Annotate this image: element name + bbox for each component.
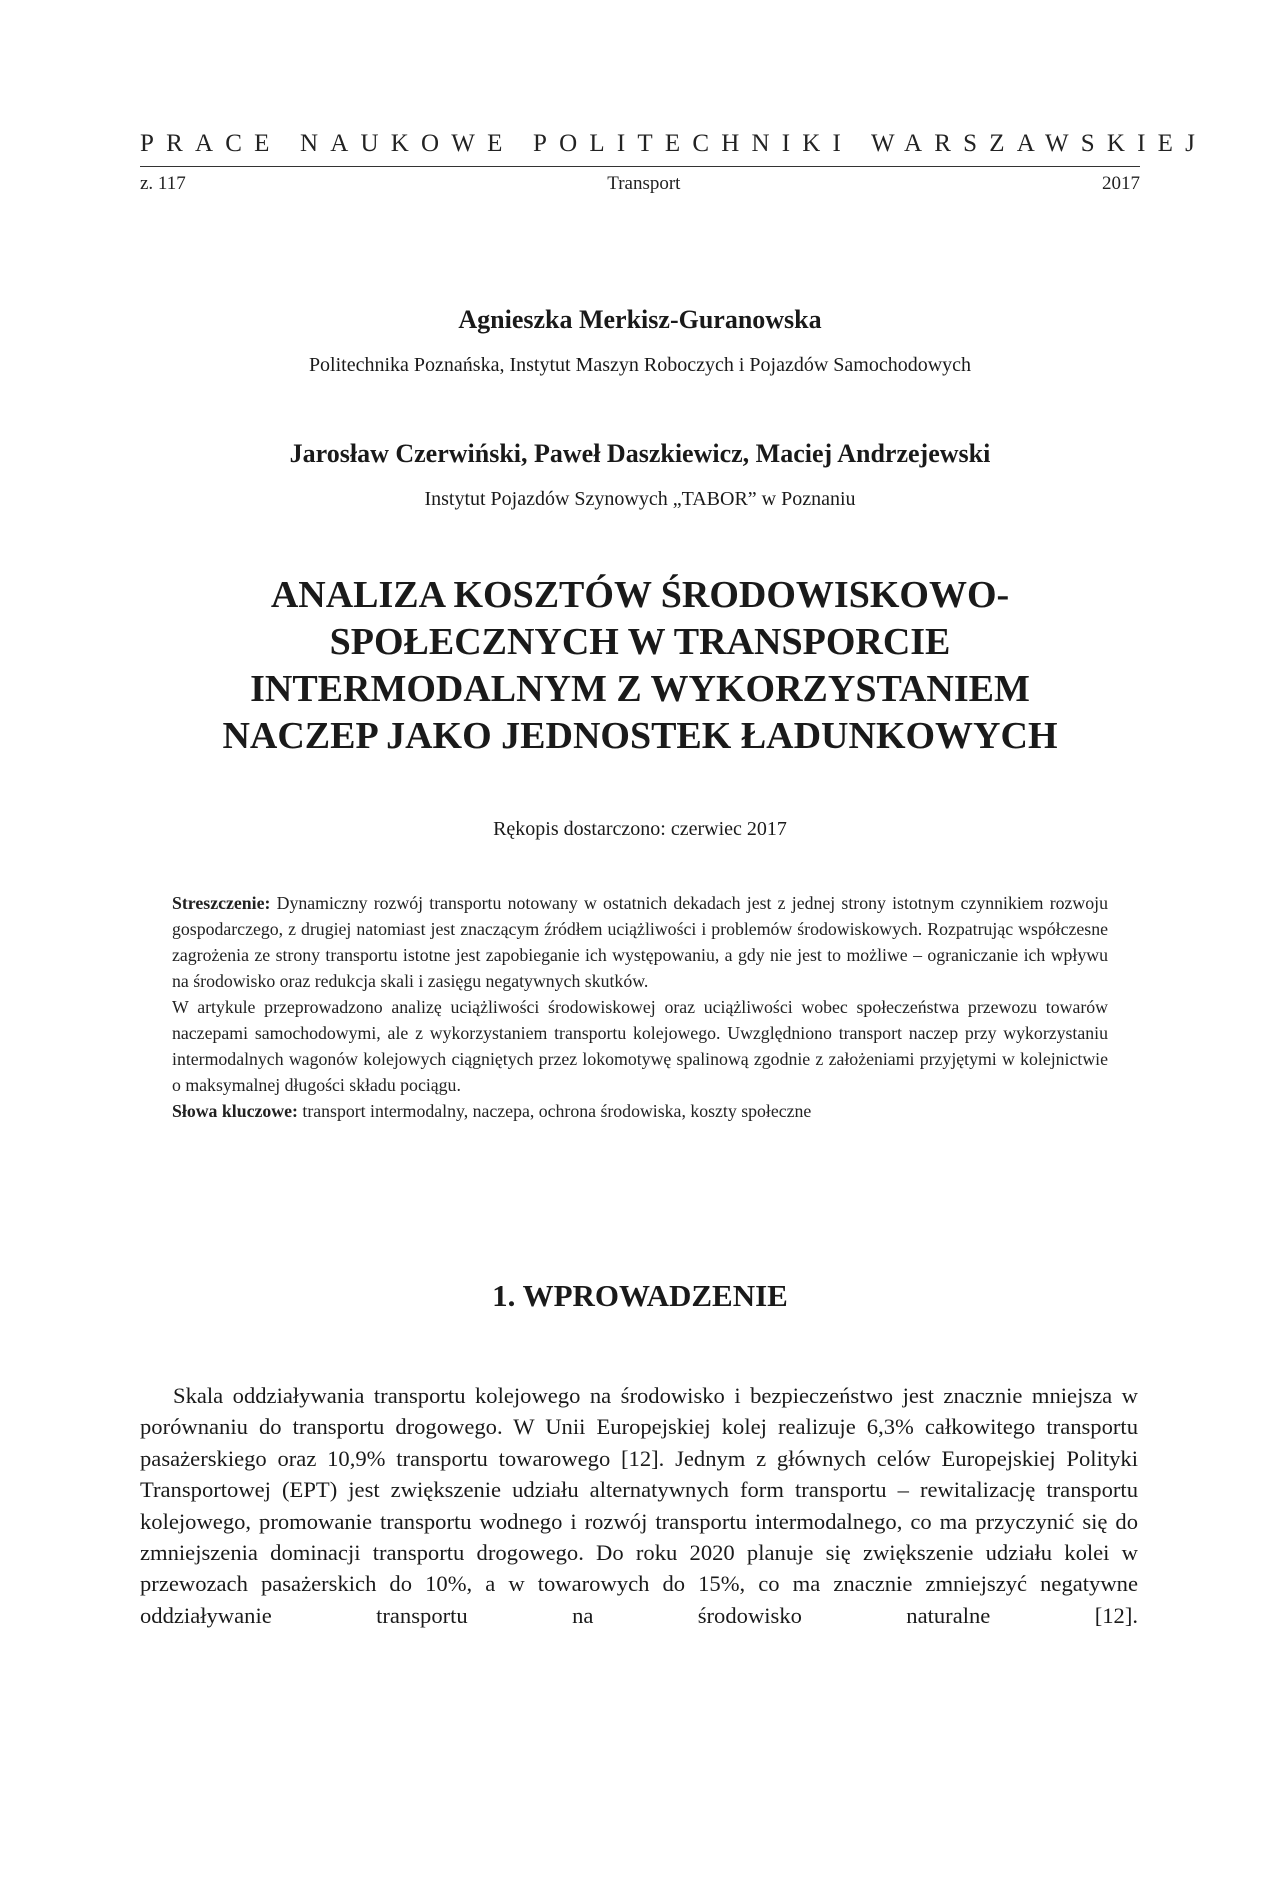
title-line: NACZEP JAKO JEDNOSTEK ŁADUNKOWYCH <box>222 715 1058 757</box>
publication-year: 2017 <box>1102 173 1140 194</box>
title-line: SPOŁECZNYCH W TRANSPORCIE <box>329 621 951 663</box>
abstract-text-1: Dynamiczny rozwój transportu notowany w ostatnich dekadach jest z jednej strony istotnym czynnikiem rozwoju gospodarczego, z drugiej natomiast jest znaczącym źródłem uciążliwości i problemów środowiskowych. Rozpatrując współczesne zagrożenia ze strony transportu istotne jest zapobieganie ich występowaniu, a gdy nie jest to możliwe – ograniczanie ich wpływu na środowisko oraz redukcja skali i zasięgu negatywnych skutków. <box>172 893 1108 991</box>
series-name: Transport <box>607 173 681 194</box>
title-line: INTERMODALNYM Z WYKORZYSTANIEM <box>250 668 1030 710</box>
intro-paragraph: Skala oddziaływania transportu kolejowego na środowisko i bezpieczeństwo jest znacznie mniejsza w porównaniu do transportu drogowego. W Unii Europejskiej kolej realizuje 6,3% całkowitego transportu pasażerskiego oraz 10,9% transportu towarowego [12]. Jednym z głównych celów Europejskiej Polityki Transportowej (EPT) jest zwiększenie udziału alternatywnych form transportu – rewitalizację transportu kolejowego, promowanie transportu wodnego i rozwój transportu intermodalnego, co ma przyczynić się do zmniejszenia dominacji transportu drogowego. Do roku 2020 planuje się zwiększenie udziału kolei w przewozach pasażerskich do 10%, a w towarowych do 15%, co ma znacznie zmniejszyć negatywne oddziaływanie transportu na środowisko naturalne [12]. <box>140 1383 1138 1628</box>
abstract-paragraph-1 <box>172 890 1108 994</box>
header-meta-row <box>140 172 1140 196</box>
title-line: ANALIZA KOSZTÓW ŚRODOWISKOWO- <box>270 574 1010 616</box>
author-names-1: Agnieszka Merkisz-Guranowska <box>458 305 822 334</box>
received-date: Rękopis dostarczono: czerwiec 2017 <box>493 818 787 840</box>
issue-number: z. 117 <box>140 173 186 194</box>
author-affiliation-1: Politechnika Poznańska, Instytut Maszyn Roboczych i Pojazdów Samochodowych <box>308 354 972 376</box>
section-heading: 1. WPROWADZENIE <box>492 1278 788 1313</box>
abstract-paragraph-2: W artykule przeprowadzono analizę uciążliwości środowiskowej oraz uciążliwości wobec społeczeństwa przewozu towarów naczepami samochodowymi, ale z wykorzystaniem transportu kolejowego. Uwzględniono transport naczep przy wykorzystaniu intermodalnych wagonów kolejowych ciągniętych przez lokomotywę spalinową zgodnie z założeniami przyjętymi w kolejnictwie o maksymalnej długości składu pociągu. <box>172 997 1108 1095</box>
header-divider <box>140 166 1140 167</box>
keywords-label: Słowa kluczowe: <box>172 1101 298 1121</box>
author-names-2: Jarosław Czerwiński, Paweł Daszkiewicz, Maciej Andrzejewski <box>289 439 991 468</box>
paper-title <box>150 572 1130 760</box>
body-text <box>140 1380 1138 1631</box>
author-affiliation-2: Instytut Pojazdów Szynowych „TABOR” w Poznaniu <box>424 488 856 510</box>
abstract <box>172 890 1108 1124</box>
journal-title: PRACE NAUKOWE POLITECHNIKI WARSZAWSKIEJ <box>140 130 1208 157</box>
keywords-text: transport intermodalny, naczepa, ochrona środowiska, koszty społeczne <box>302 1101 812 1121</box>
keywords <box>172 1098 1108 1124</box>
abstract-label: Streszczenie: <box>172 893 271 913</box>
